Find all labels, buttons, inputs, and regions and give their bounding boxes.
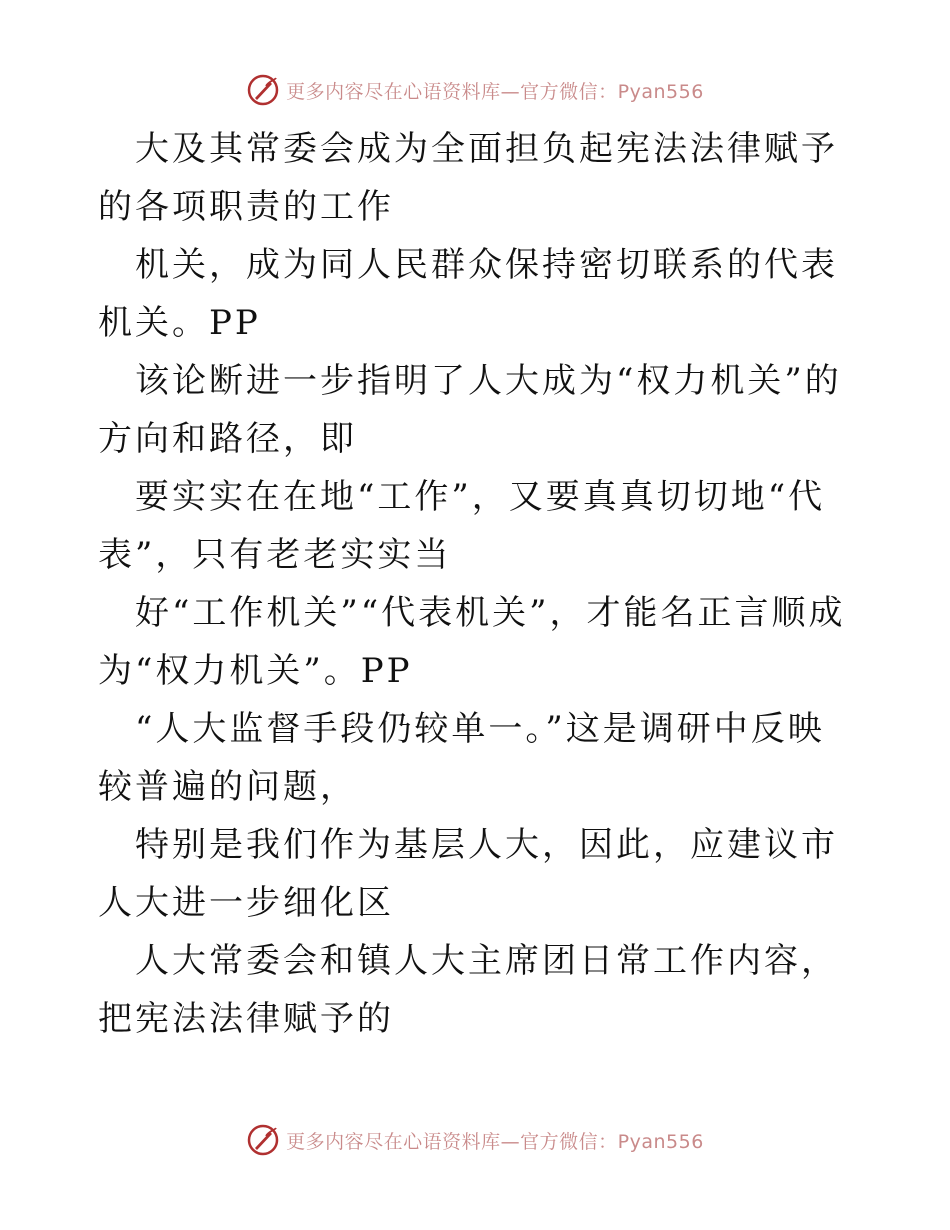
document-body — [98, 120, 858, 1048]
paragraph: 特别是我们作为基层人大，因此，应建议市人大进一步细化区 — [98, 825, 838, 923]
quill-pen-logo-icon — [246, 1123, 280, 1157]
footer-watermark — [0, 1120, 950, 1160]
paragraph: 该论断进一步指明了人大成为“权力机关”的方向和路径，即 — [98, 361, 842, 459]
header-watermark — [0, 70, 950, 110]
watermark-text: 更多内容尽在心语资料库—官方微信：Pyan556 — [286, 1130, 704, 1153]
paragraph: 要实实在在地“工作”，又要真真切切地“代表”，只有老老实实当 — [98, 477, 826, 575]
watermark-text: 更多内容尽在心语资料库—官方微信：Pyan556 — [286, 80, 704, 103]
paragraph: 机关，成为同人民群众保持密切联系的代表机关。PP — [98, 245, 838, 343]
paragraph: 大及其常委会成为全面担负起宪法法律赋予的各项职责的工作 — [98, 129, 838, 227]
paragraph: “人大监督手段仍较单一。”这是调研中反映较普遍的问题， — [98, 709, 825, 807]
paragraph: 好“工作机关”“代表机关”，才能名正言顺成为“权力机关”。PP — [98, 593, 846, 691]
quill-pen-logo-icon — [246, 73, 280, 107]
paragraph: 人大常委会和镇人大主席团日常工作内容，把宪法法律赋予的 — [98, 941, 838, 1039]
